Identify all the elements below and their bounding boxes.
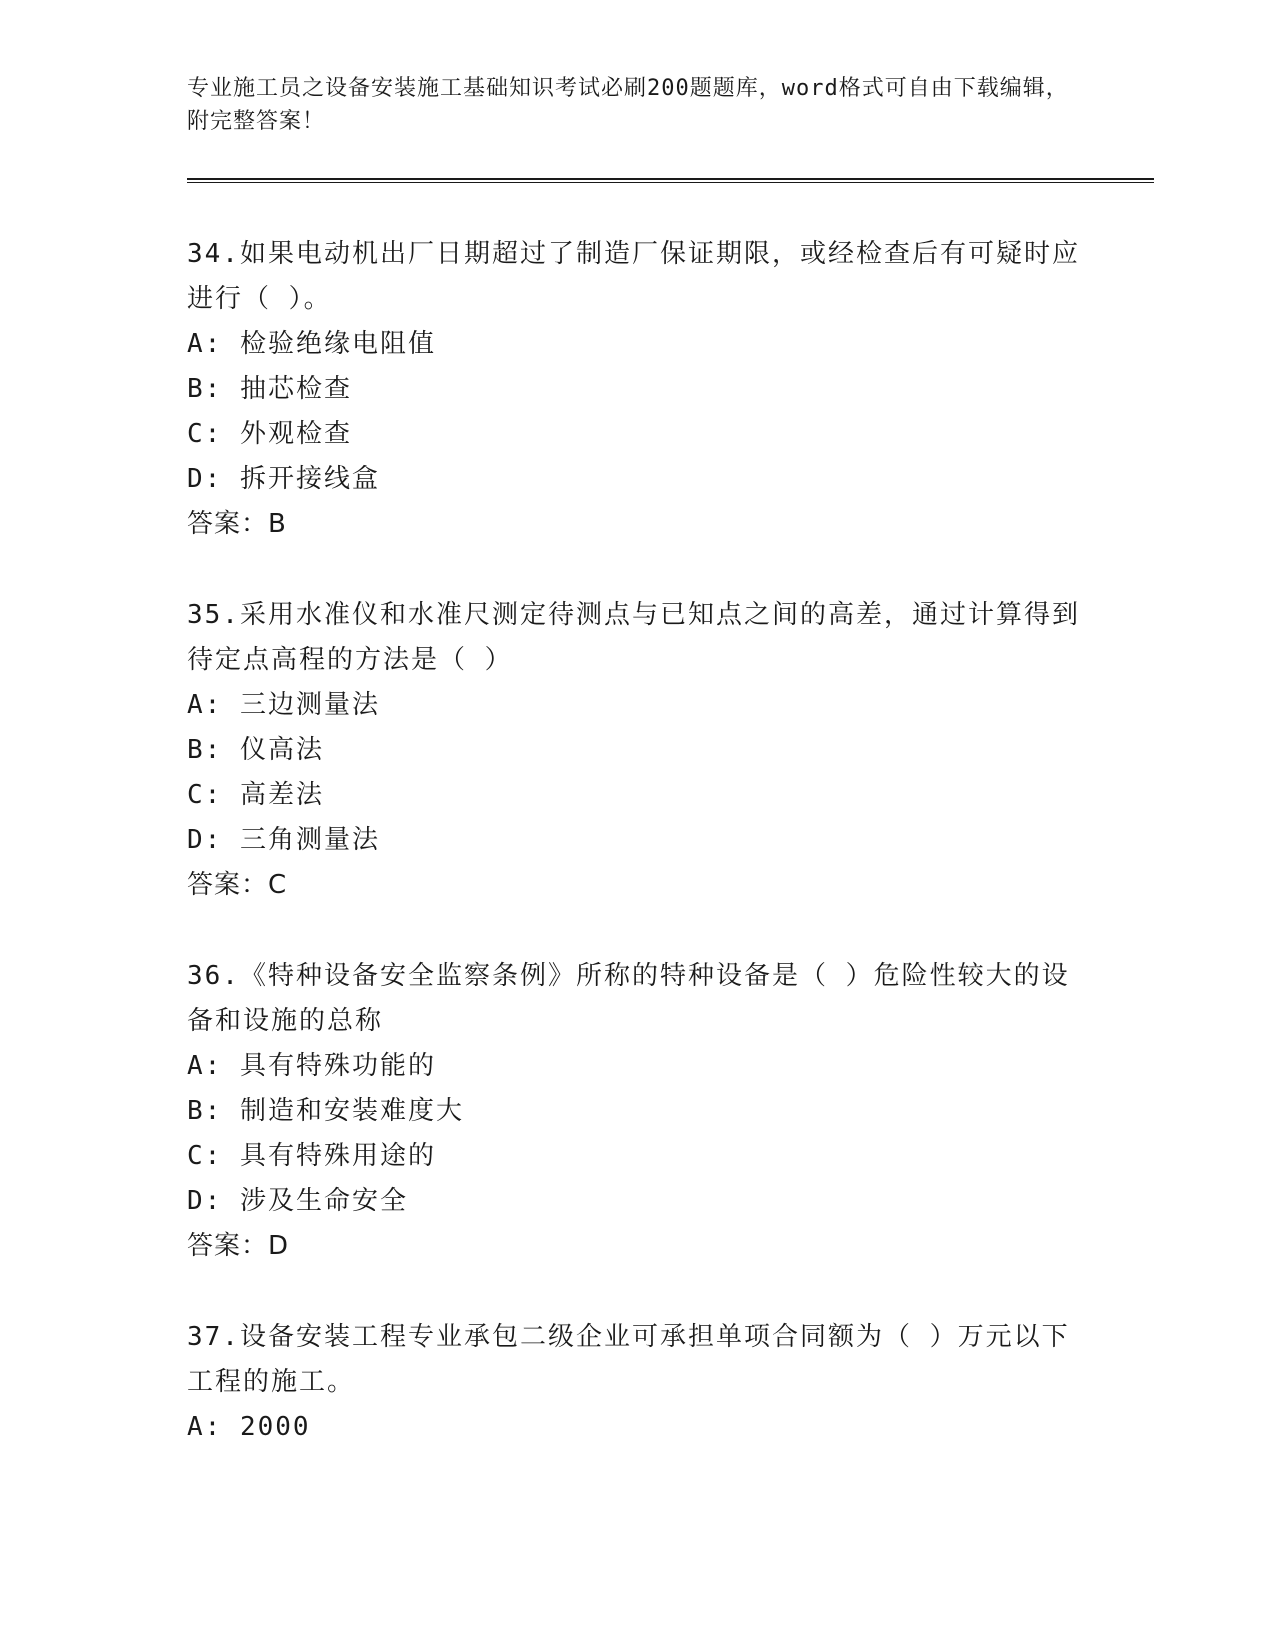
question-36 [187,954,1087,1269]
option-d: D: 拆开接线盒 [187,464,380,494]
option-d: D: 三角测量法 [187,825,380,855]
answer-line: 答案：C [187,870,288,900]
option-a: A: 检验绝缘电阻值 [187,329,436,359]
question-stem: 34.如果电动机出厂日期超过了制造厂保证期限，或经检查后有可疑时应进行（ ）。 [187,239,1080,314]
option-b: B: 制造和安装难度大 [187,1096,464,1126]
question-37 [187,1315,1087,1450]
option-a: A: 三边测量法 [187,690,380,720]
option-c: C: 高差法 [187,780,324,810]
question-34 [187,232,1087,547]
option-b: B: 抽芯检查 [187,374,352,404]
answer-line: 答案：D [187,1231,290,1261]
question-stem: 36.《特种设备安全监察条例》所称的特种设备是（ ）危险性较大的设备和设施的总称 [187,961,1070,1036]
question-35 [187,593,1087,908]
option-a: A: 2000 [187,1412,311,1442]
option-c: C: 具有特殊用途的 [187,1141,436,1171]
option-b: B: 仪高法 [187,735,324,765]
question-list [187,232,1087,1496]
question-stem: 35.采用水准仪和水准尺测定待测点与已知点之间的高差，通过计算得到待定点高程的方法是（ ） [187,600,1080,675]
answer-line: 答案：B [187,509,287,539]
option-d: D: 涉及生命安全 [187,1186,408,1216]
question-stem: 37.设备安装工程专业承包二级企业可承担单项合同额为（ ）万元以下工程的施工。 [187,1322,1070,1397]
option-a: A: 具有特殊功能的 [187,1051,436,1081]
option-c: C: 外观检查 [187,419,352,449]
document-title: 专业施工员之设备安装施工基础知识考试必刷200题题库，word格式可自由下载编辑，附完整答案！ [187,76,1069,134]
header-divider [187,178,1154,183]
document-header [187,72,1087,138]
